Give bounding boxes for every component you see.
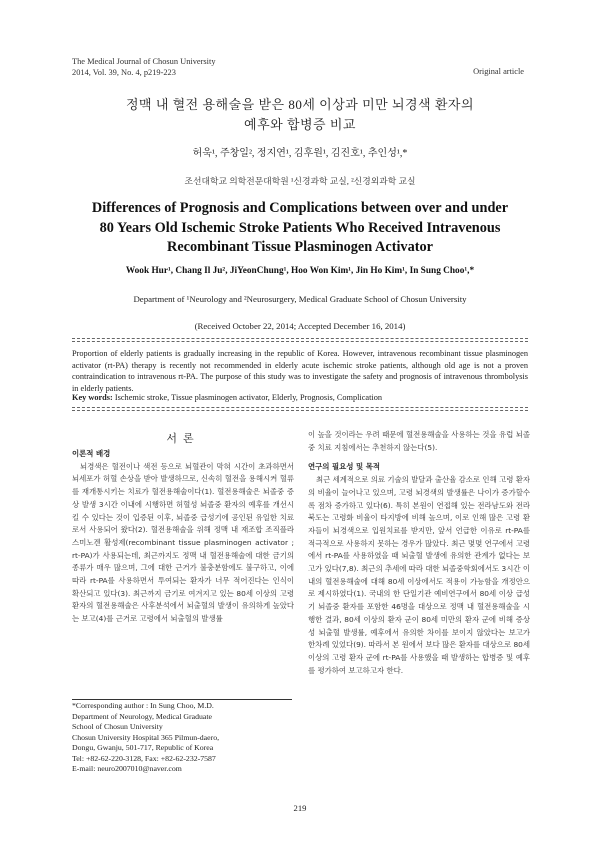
abstract-text: Proportion of elderly patients is gradually increasing in the republic of Korea. However, intravenous recombinant tissue plasminogen activator (rt-PA) therapy is recently not recommended in elderly acute ischemic stroke patients, although old age is not a proven contraindication to intravenous rt-PA. The purpose of this study was to investigate the safety and prognosis of intravenous thrombolysis in elderly patients. bbox=[72, 349, 528, 393]
footnote-line-3: School of Chosun University bbox=[72, 722, 163, 731]
korean-affiliation: 조선대학교 의학전문대학원 ¹신경과학 교실, ²신경외과학 교실 bbox=[184, 176, 416, 186]
footnote-rule bbox=[72, 699, 292, 700]
paragraph-purpose: 최근 세계적으로 의료 기술의 발달과 출산율 감소로 인해 고령 환자의 비율이 늘어나고 있으며, 고령 뇌경색의 발생률은 나이가 증가할수록 점차 증가하고 있다(6). 특히 본원이 연접해 있는 전라남도와 전라북도는 고령화 비율이 타지방에 비해 높으며, 이로 인해 많은 고령 환자들이 뇌경색으로 입원치료를 받지만, 앞서 언급한 이유로 rt-PA를 적극적으로 사용하지 못하는 경우가 많았다. 최근 몇몇 연구에서 고령에서 rt-PA를 사용하였을 때 뇌출혈 발생에 유의한 관계가 없다는 보고가 있다(7,8). 최근의 추세에 따라 대한 뇌졸중학회에서도 3시간 이내의 혈전용해술에 대해 80세 이상에서도 적용이 가능함을 개정안으로 제시하였다(1). 국내의 한 단일기관 예비연구에서 80세 이상 급성기 뇌졸중 환자를 포함한 46명을 대상으로 정맥 내 혈전용해술을 시행한 결과, 80세 이상의 환자 군이 80세 미만의 환자 군에 비해 증상성 뇌출혈 발생률, 예후에서 유의한 차이를 보이지 않았다는 보고가 한차례 있었다(9). 따라서 본 원에서 보다 많은 환자를 대상으로 80세 이상의 고령 환자 군에 rt-PA를 사용했을 때 발생하는 합병증 및 예후를 평가하여 보고하고자 한다. bbox=[308, 475, 530, 675]
subheading-purpose: 연구의 필요성 및 목적 bbox=[308, 462, 380, 472]
divider-top bbox=[72, 338, 528, 339]
body-left-column bbox=[72, 448, 294, 626]
keywords-label: Key words: bbox=[72, 393, 113, 402]
divider-top-2 bbox=[72, 341, 528, 342]
paragraph-gap bbox=[308, 454, 530, 461]
journal-header bbox=[72, 56, 216, 78]
divider-bottom-2 bbox=[72, 410, 528, 411]
section-title-introduction: 서론 bbox=[166, 432, 200, 445]
corresponding-author-footnote bbox=[72, 701, 297, 775]
english-authors: Wook Hur¹, Chang Il Ju², JiYeonChung¹, Hoo Won Kim¹, Jin Ho Kim¹, In Sung Choo¹,* bbox=[125, 266, 475, 276]
journal-name: The Medical Journal of Chosun University bbox=[72, 57, 216, 66]
keywords-list: Ischemic stroke, Tissue plasminogen activator, Elderly, Prognosis, Complication bbox=[112, 393, 383, 402]
footnote-line-4: Chosun University Hospital 365 Pilmun-daero, bbox=[72, 732, 220, 742]
paragraph-continued: 이 높을 것이라는 우려 때문에 혈전용해술을 사용하는 것을 유럽 뇌졸중 치료 지침에서는 추천하지 않는다(5). bbox=[308, 430, 530, 452]
footnote-line-6: Tel: +82-62-220-3128, Fax: +82-62-232-7587 bbox=[72, 753, 216, 763]
keywords bbox=[72, 392, 528, 403]
korean-authors: 허욱¹, 주창일², 정지연¹, 김후원¹, 김진호¹, 추인성¹,* bbox=[192, 148, 408, 159]
page-number: 219 bbox=[293, 803, 307, 813]
english-title-line-1: Differences of Prognosis and Complications between over and under bbox=[91, 200, 509, 216]
paragraph-background: 뇌경색은 혈전이나 색전 등으로 뇌혈관이 막혀 시간이 초과하면서 뇌세포가 허혈 손상을 받아 발생하므로, 신속히 혈전을 용해시켜 혈류를 재개통시키는 치료가 혈전용해술이다(1). 혈전용해술은 뇌졸중 증상 발생 3시간 이내에 시행하면 허혈성 뇌졸중 환자의 예후를 개선시킬 수 있다는 것이 입증된 이후, 뇌졸중 급성기에 공인된 유일한 치료로서 사용되어 왔다(2). 혈전용해술을 위해 정맥 내 재조합 조직플라스미노겐 활성제(recombinant tissue plasminogen activator ; rt-PA)가 사용되는데, 최근까지도 정맥 내 혈전용해술에 대한 금기의 종류가 매우 많으며, 그에 대한 근거가 불충분함에도 불구하고, 이에 따라 rt-PA를 사용하면서 투여되는 환자가 너무 적어진다는 인식이 확산되고 있다(3). 최근까지 금기로 여겨지고 있는 80세 이상의 고령 환자의 혈전용해술은 사후분석에서 뇌출혈의 발생이 유의하게 높았다는 보고(4)를 근거로 고령에서 뇌출혈의 발생률 bbox=[72, 461, 294, 624]
journal-issue: 2014, Vol. 39, No. 4, p219-223 bbox=[72, 68, 176, 77]
footnote-line-5: Dongu, Gwanju, 501-717, Republic of Korea bbox=[72, 743, 214, 752]
received-dates: (Received October 22, 2014; Accepted December 16, 2014) bbox=[194, 321, 406, 331]
english-affiliation: Department of ¹Neurology and ²Neurosurgery, Medical Graduate School of Chosun University bbox=[133, 294, 467, 304]
body-right-column bbox=[308, 429, 530, 677]
korean-title-line-2: 예후와 합병증 비교 bbox=[244, 117, 356, 132]
korean-title-line-1: 정맥 내 혈전 용해술을 받은 80세 이상과 미만 뇌경색 환자의 bbox=[125, 97, 475, 112]
english-title-line-2: 80 Years Old Ischemic Stroke Patients Who Received Intravenous bbox=[99, 219, 501, 236]
article-type: Original article bbox=[473, 67, 524, 76]
subheading-background: 이론적 배경 bbox=[72, 449, 111, 458]
footnote-line-1: *Corresponding author : In Sung Choo, M.D. bbox=[72, 701, 214, 710]
footnote-email: E-mail: neuro2007010@naver.com bbox=[72, 764, 182, 773]
english-title bbox=[0, 199, 600, 258]
divider-bottom bbox=[72, 407, 528, 408]
korean-title bbox=[0, 95, 600, 135]
footnote-line-2: Department of Neurology, Medical Graduate bbox=[72, 711, 213, 721]
english-title-line-3: Recombinant Tissue Plasminogen Activator bbox=[167, 239, 433, 255]
